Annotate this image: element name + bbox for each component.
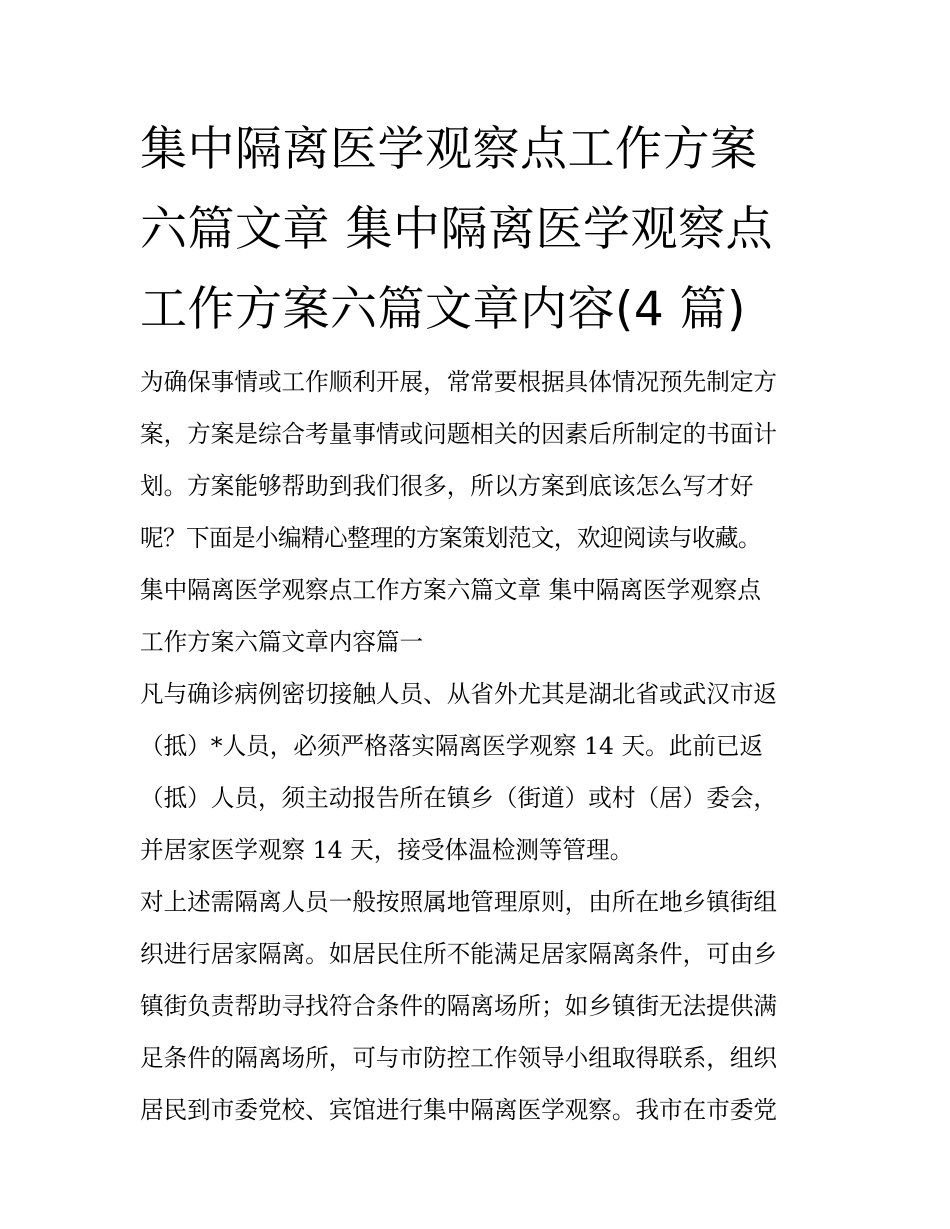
body-line: 案，方案是综合考量事情或问题相关的因素后所制定的书面计 xyxy=(140,420,778,448)
document-title xyxy=(140,110,820,350)
body-line: 足条件的隔离场所，可与市防控工作领导小组取得联系，组织 xyxy=(140,1044,778,1072)
body-line: 工作方案六篇文章内容篇一 xyxy=(140,628,424,656)
body-line: 为确保事情或工作顺利开展，常常要根据具体情况预先制定方 xyxy=(140,368,778,396)
title-line: 工作方案六篇文章内容(4 篇) xyxy=(140,282,747,337)
body-line: 居民到市委党校、宾馆进行集中隔离医学观察。我市在市委党 xyxy=(140,1096,778,1124)
body-line: （抵）人员，须主动报告所在镇乡（街道）或村（居）委会， xyxy=(140,784,778,812)
title-line: 六篇文章 集中隔离医学观察点 xyxy=(140,202,773,257)
body-line: 划。方案能够帮助到我们很多，所以方案到底该怎么写才好 xyxy=(140,472,754,500)
title-line: 集中隔离医学观察点工作方案 xyxy=(140,122,758,177)
body-line: 镇街负责帮助寻找符合条件的隔离场所；如乡镇街无法提供满 xyxy=(140,992,778,1020)
document-body xyxy=(140,356,816,1136)
body-line: 凡与确诊病例密切接触人员、从省外尤其是湖北省或武汉市返 xyxy=(140,680,778,708)
body-line: 对上述需隔离人员一般按照属地管理原则，由所在地乡镇街组 xyxy=(140,888,778,916)
body-line: 织进行居家隔离。如居民住所不能满足居家隔离条件，可由乡 xyxy=(140,940,778,968)
body-line: 并居家医学观察 14 天，接受体温检测等管理。 xyxy=(140,836,634,864)
body-line: 集中隔离医学观察点工作方案六篇文章 集中隔离医学观察点 xyxy=(140,576,761,604)
body-line: （抵）*人员，必须严格落实隔离医学观察 14 天。此前已返 xyxy=(140,732,764,760)
body-line: 呢？下面是小编精心整理的方案策划范文，欢迎阅读与收藏。 xyxy=(140,524,761,552)
